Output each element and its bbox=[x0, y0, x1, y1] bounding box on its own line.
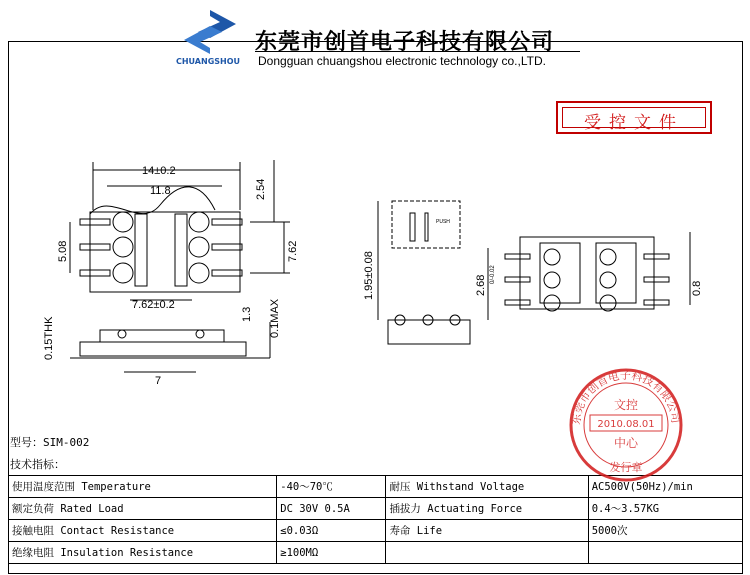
dim-base-w: 7 bbox=[155, 375, 162, 387]
spec-cell: 接触电阻 Contact Resistance bbox=[9, 520, 277, 542]
dim-max-gap: 0.1MAX bbox=[269, 298, 281, 338]
company-name-cn: 东莞市创首电子科技有限公司 bbox=[255, 30, 555, 55]
model-label: 型号：SIM-002 bbox=[10, 436, 90, 449]
dim-actuator-tol: 0/-0.02 bbox=[490, 265, 496, 284]
dim-pitch-h: 7.62±0.2 bbox=[132, 299, 175, 311]
seal-ring-text: 东莞市创首电子科技有限公司 bbox=[569, 368, 683, 426]
logo-text: CHUANGSHOU bbox=[175, 57, 241, 66]
pin-view-labels bbox=[691, 281, 703, 296]
table-row bbox=[9, 498, 743, 520]
dim-actuator-h: 2.68 bbox=[475, 274, 487, 296]
front-view bbox=[70, 322, 270, 372]
seal-bottom: 发行章 bbox=[609, 461, 643, 474]
spec-cell bbox=[588, 542, 742, 564]
company-logo bbox=[180, 8, 240, 56]
dim-inner-width: 11.8 bbox=[150, 185, 171, 197]
company-name-en: Dongguan chuangshou electronic technology co.,LTD. bbox=[258, 54, 546, 68]
dim-height: 7.62 bbox=[287, 240, 299, 262]
pin-view bbox=[505, 232, 690, 311]
svg-text:东莞市创首电子科技有限公司 bbox=[570, 368, 682, 425]
front-view-labels bbox=[43, 298, 281, 387]
spec-cell: 0.4～3.57KG bbox=[588, 498, 742, 520]
approval-seal bbox=[566, 365, 686, 485]
spec-cell: 5000次 bbox=[588, 520, 742, 542]
spec-title: 技术指标： bbox=[10, 458, 65, 471]
spec-table bbox=[8, 475, 743, 564]
spec-cell: 耐压 Withstand Voltage bbox=[386, 476, 588, 498]
controlled-doc-label: 受控文件 bbox=[584, 113, 684, 133]
seal-date: 2010.08.01 bbox=[597, 419, 655, 430]
spec-cell: 额定负荷 Rated Load bbox=[9, 498, 277, 520]
side-view-labels bbox=[363, 219, 496, 300]
push-label: PUSH bbox=[436, 219, 450, 225]
spec-cell: ≤0.03Ω bbox=[277, 520, 386, 542]
header bbox=[0, 0, 750, 75]
spec-cell: 寿命 Life bbox=[386, 520, 588, 542]
spec-cell: AC500V(50Hz)/min bbox=[588, 476, 742, 498]
table-row bbox=[9, 542, 743, 564]
side-view bbox=[378, 201, 488, 344]
table-row bbox=[9, 520, 743, 542]
seal-top: 文控 bbox=[613, 398, 639, 412]
controlled-doc-stamp bbox=[556, 101, 712, 134]
dim-lead-h: 1.3 bbox=[241, 306, 253, 322]
dim-side-h: 1.95±0.08 bbox=[363, 251, 375, 300]
spec-cell: DC 30V 0.5A bbox=[277, 498, 386, 520]
spec-cell: 使用温度范围 Temperature bbox=[9, 476, 277, 498]
spec-cell bbox=[386, 542, 588, 564]
spec-cell: ≥100MΩ bbox=[277, 542, 386, 564]
dim-width: 14±0.2 bbox=[142, 165, 176, 177]
dim-row-span: 5.08 bbox=[57, 240, 69, 262]
dim-pin-ext: 0.8 bbox=[691, 280, 703, 296]
seal-center: 中心 bbox=[613, 436, 639, 450]
spec-cell: 插拔力 Actuating Force bbox=[386, 498, 588, 520]
dim-thickness: 0.15THK bbox=[43, 316, 55, 360]
spec-cell: 绝缘电阻 Insulation Resistance bbox=[9, 542, 277, 564]
spec-cell: -40～70℃ bbox=[277, 476, 386, 498]
header-rule bbox=[255, 51, 580, 52]
dim-pitch-v: 2.54 bbox=[255, 178, 267, 200]
